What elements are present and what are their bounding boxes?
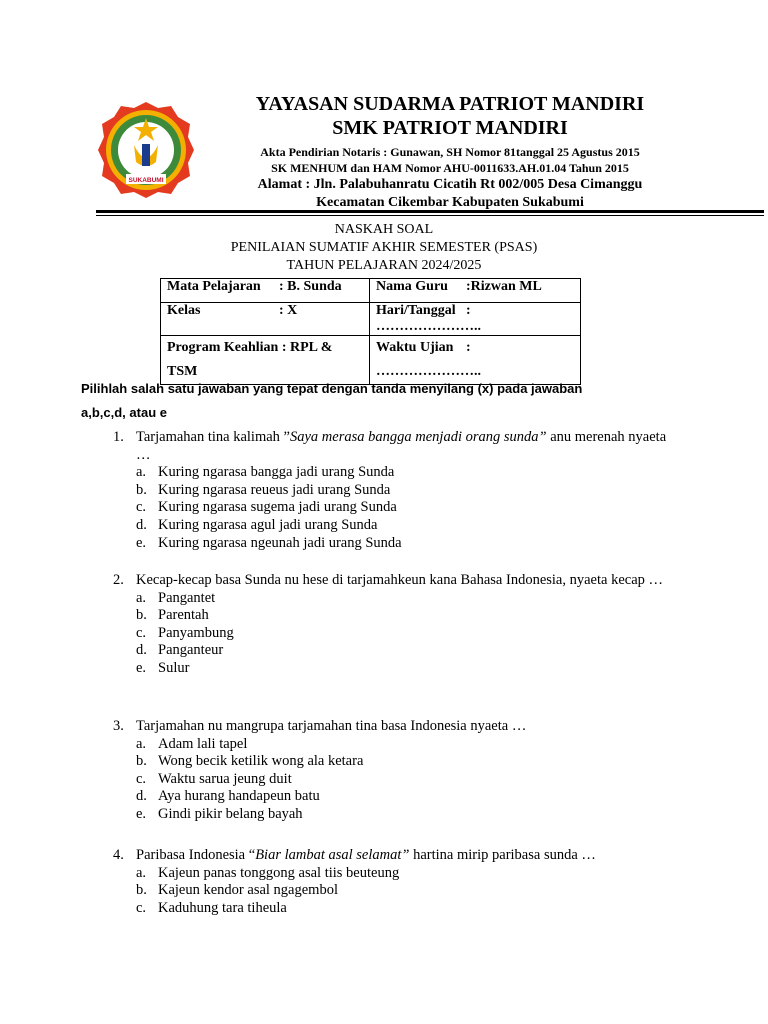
option-b[interactable] bbox=[136, 753, 673, 771]
option-letter: d. bbox=[136, 642, 147, 659]
instruction-line-2: a,b,c,d, atau e bbox=[81, 405, 167, 420]
question-3 bbox=[113, 718, 673, 824]
date-value: : ………………….. bbox=[376, 303, 481, 334]
option-c[interactable] bbox=[136, 499, 673, 517]
option-a[interactable] bbox=[136, 865, 673, 883]
option-c[interactable] bbox=[136, 771, 673, 789]
title-line-2: PENILAIAN SUMATIF AKHIR SEMESTER (PSAS) bbox=[230, 240, 538, 255]
class-value: : X bbox=[279, 303, 298, 318]
option-letter: c. bbox=[136, 499, 147, 516]
option-letter: c. bbox=[136, 899, 147, 916]
question-4 bbox=[113, 847, 673, 917]
address-line-1: Alamat : Jln. Palabuhanratu Cicatih Rt 002/005 Desa Cimanggu bbox=[257, 177, 643, 192]
option-b[interactable] bbox=[136, 607, 673, 625]
question-text-before: Tarjamahan tina kalimah ” bbox=[136, 429, 290, 445]
option-text: Gindi pikir belang bayah bbox=[158, 805, 303, 822]
option-letter: e. bbox=[136, 659, 147, 676]
option-letter: e. bbox=[136, 534, 147, 551]
question-1 bbox=[113, 429, 673, 552]
option-text: Panyambung bbox=[158, 624, 234, 641]
option-d[interactable] bbox=[136, 788, 673, 806]
option-letter: c. bbox=[136, 770, 147, 787]
option-text: Kuring ngarasa sugema jadi urang Sunda bbox=[158, 499, 397, 516]
option-e[interactable] bbox=[136, 806, 673, 824]
question-text bbox=[136, 718, 673, 736]
time-value: : ………………….. bbox=[376, 340, 481, 379]
option-a[interactable] bbox=[136, 590, 673, 608]
time-label: Waktu Ujian bbox=[376, 340, 454, 355]
question-text bbox=[136, 429, 673, 464]
option-text: Parentah bbox=[158, 607, 209, 624]
address-line-2: Kecamatan Cikembar Kabupaten Sukabumi bbox=[316, 195, 584, 210]
option-letter: a. bbox=[136, 464, 147, 481]
option-text: Kuring ngarasa reueus jadi urang Sunda bbox=[158, 481, 391, 498]
option-d[interactable] bbox=[136, 642, 673, 660]
class-label: Kelas bbox=[167, 303, 201, 318]
class-cell bbox=[161, 303, 370, 336]
option-letter: e. bbox=[136, 805, 147, 822]
option-text: Waktu sarua jeung duit bbox=[158, 770, 292, 787]
question-number: 3. bbox=[113, 718, 124, 734]
question-2 bbox=[113, 572, 673, 678]
option-letter: d. bbox=[136, 516, 147, 533]
header-divider-thick bbox=[96, 210, 764, 213]
teacher-value: :Rizwan ML bbox=[466, 279, 542, 294]
instruction bbox=[81, 377, 681, 425]
option-b[interactable] bbox=[136, 482, 673, 500]
title-line-1: NASKAH SOAL bbox=[334, 222, 434, 237]
option-a[interactable] bbox=[136, 464, 673, 482]
program-line-2: TSM bbox=[167, 364, 198, 379]
subject-cell bbox=[161, 279, 370, 303]
option-letter: b. bbox=[136, 882, 147, 899]
logo-label: SUKABUMI bbox=[128, 177, 164, 184]
question-text-before: Tarjamahan nu mangrupa tarjamahan tina basa Indonesia nyaeta … bbox=[136, 718, 527, 734]
option-b[interactable] bbox=[136, 882, 673, 900]
date-label: Hari/Tanggal bbox=[376, 303, 456, 318]
option-text: Panganteur bbox=[158, 642, 224, 659]
title-line-3: TAHUN PELAJARAN 2024/2025 bbox=[286, 258, 482, 273]
question-number: 2. bbox=[113, 572, 124, 588]
option-text: Kajeun kendor asal ngagembol bbox=[158, 882, 338, 899]
option-c[interactable] bbox=[136, 625, 673, 643]
exam-titles bbox=[0, 221, 768, 275]
exam-info-table bbox=[160, 278, 581, 385]
option-letter: d. bbox=[136, 788, 147, 805]
teacher-label: Nama Guru bbox=[376, 279, 448, 294]
question-text bbox=[136, 847, 673, 865]
option-text: Kuring ngarasa bangga jadi urang Sunda bbox=[158, 464, 395, 481]
option-a[interactable] bbox=[136, 736, 673, 754]
option-c[interactable] bbox=[136, 900, 673, 918]
option-text: Sulur bbox=[158, 659, 190, 676]
option-text: Pangantet bbox=[158, 589, 216, 606]
notary-deed: Akta Pendirian Notaris : Gunawan, SH Nomor 81tanggal 25 Agustus 2015 bbox=[260, 145, 640, 159]
option-e[interactable] bbox=[136, 535, 673, 553]
question-text-italic: Biar lambat asal selamat” bbox=[255, 847, 410, 863]
option-letter: b. bbox=[136, 607, 147, 624]
program-line-1: Program Keahlian : RPL & bbox=[167, 340, 333, 355]
option-text: Wong becik ketilik wong ala ketara bbox=[158, 753, 364, 770]
school-name: SMK PATRIOT MANDIRI bbox=[332, 117, 568, 139]
question-text-before: Paribasa Indonesia “ bbox=[136, 847, 256, 863]
instruction-line-1: Pilihlah salah satu jawaban yang tepat dengan tanda menyilang (x) pada jawaban bbox=[81, 381, 583, 396]
option-text: Kuring ngarasa ngeunah jadi urang Sunda bbox=[158, 534, 402, 551]
question-text-after: anu merenah nyaeta … bbox=[136, 429, 667, 463]
option-e[interactable] bbox=[136, 660, 673, 678]
teacher-cell bbox=[370, 279, 581, 303]
option-text: Adam lali tapel bbox=[158, 735, 248, 752]
subject-label: Mata Pelajaran bbox=[167, 279, 261, 294]
school-logo bbox=[96, 100, 196, 200]
question-number: 4. bbox=[113, 847, 124, 863]
question-text-before: Kecap-kecap basa Sunda nu hese di tarjamahkeun kana Bahasa Indonesia, nyaeta kecap … bbox=[136, 572, 664, 588]
question-number: 1. bbox=[113, 429, 124, 445]
option-text: Kajeun panas tonggong asal tiis beuteung bbox=[158, 864, 400, 881]
letterhead bbox=[210, 92, 690, 212]
foundation-name: YAYASAN SUDARMA PATRIOT MANDIRI bbox=[255, 93, 645, 115]
option-letter: a. bbox=[136, 589, 147, 606]
header-divider-thin bbox=[96, 215, 764, 216]
option-letter: b. bbox=[136, 481, 147, 498]
option-letter: a. bbox=[136, 735, 147, 752]
option-letter: c. bbox=[136, 624, 147, 641]
option-letter: b. bbox=[136, 753, 147, 770]
subject-value: : B. Sunda bbox=[279, 279, 342, 294]
date-cell bbox=[370, 303, 581, 336]
option-d[interactable] bbox=[136, 517, 673, 535]
question-text bbox=[136, 572, 673, 590]
option-text: Kuring ngarasa agul jadi urang Sunda bbox=[158, 516, 378, 533]
option-text: Kaduhung tara tiheula bbox=[158, 899, 287, 916]
question-text-italic: Saya merasa bangga menjadi orang sunda” bbox=[290, 429, 547, 445]
ministry-decree: SK MENHUM dan HAM Nomor AHU-0011633.AH.01.04 Tahun 2015 bbox=[271, 161, 629, 175]
option-text: Aya hurang handapeun batu bbox=[158, 788, 320, 805]
option-letter: a. bbox=[136, 864, 147, 881]
question-text-after: hartina mirip paribasa sunda … bbox=[409, 847, 596, 863]
